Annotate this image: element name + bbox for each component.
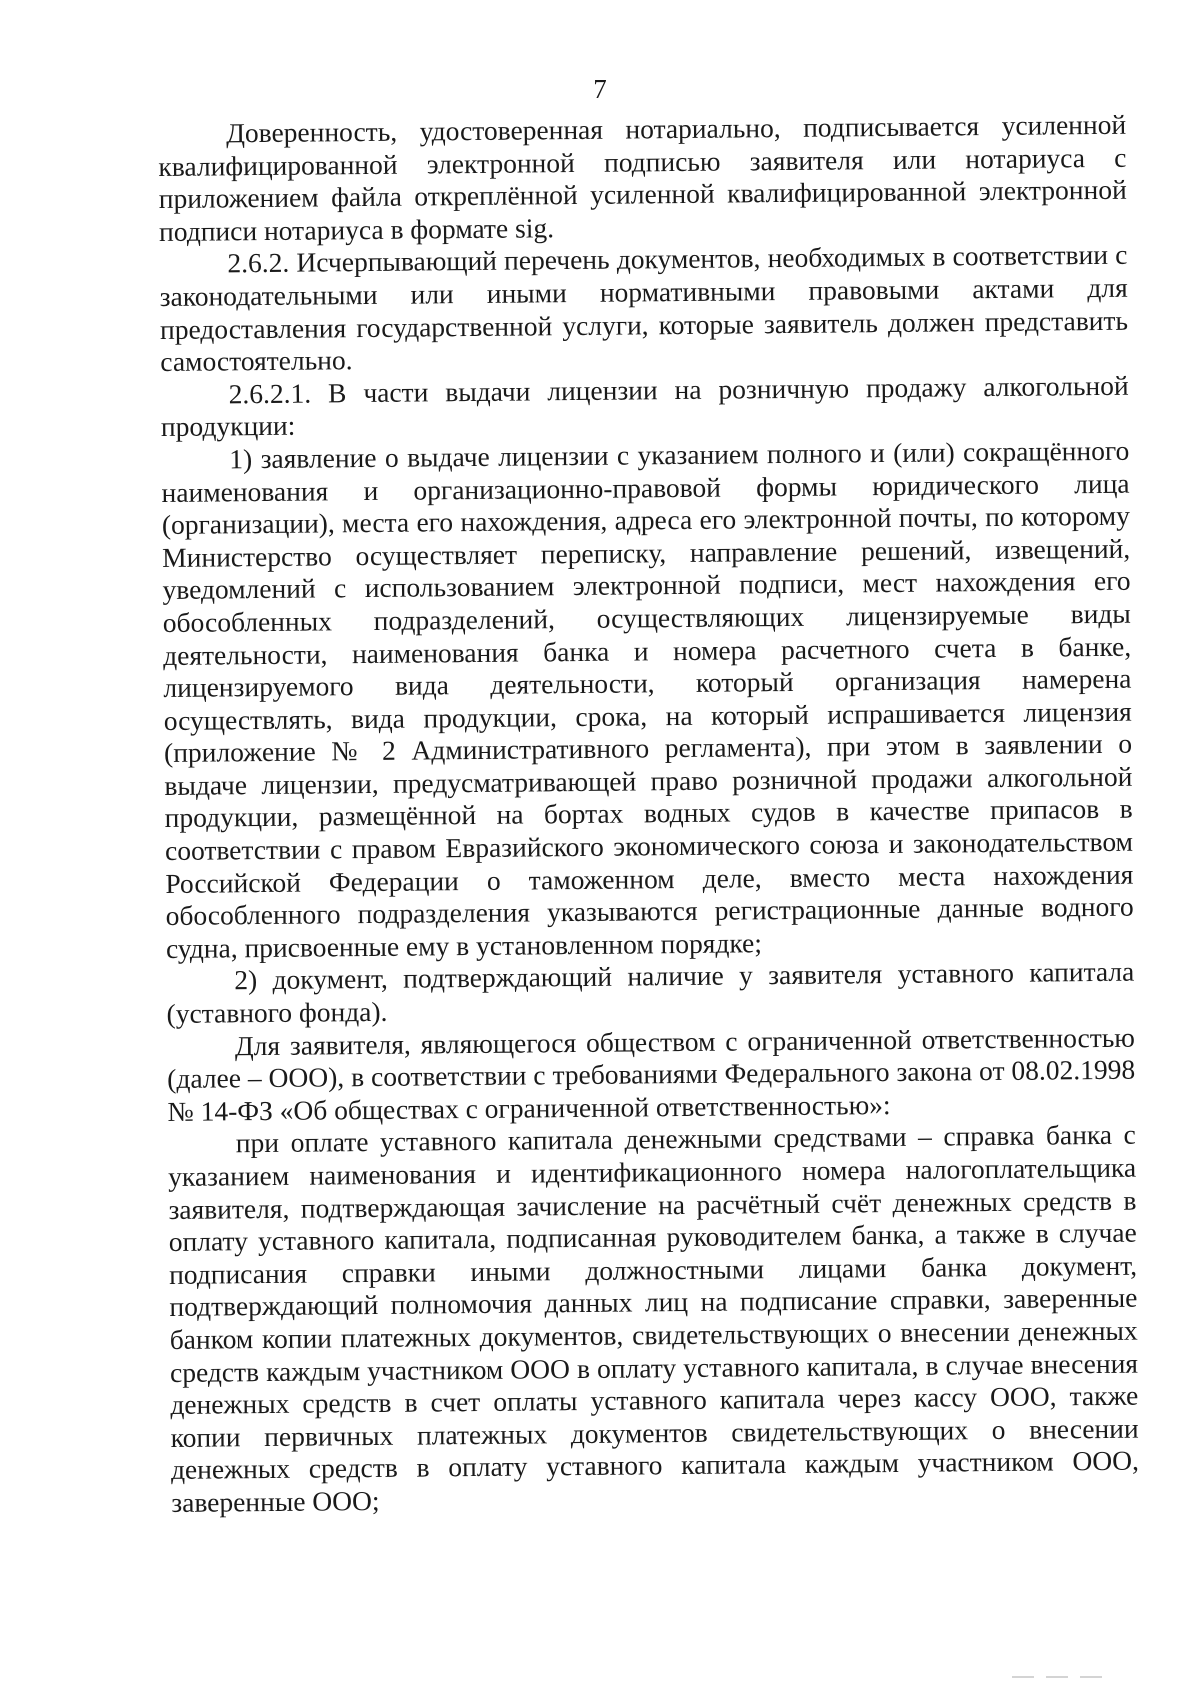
scan-artifact (1080, 1676, 1102, 1678)
page-number: 7 (593, 74, 607, 104)
paragraph-item-2-authorized-capital: 2) документ, подтверждающий наличие у заявителя уставного капитала (уставного фонда). (166, 956, 1135, 1029)
scan-artifact (1046, 1676, 1068, 1678)
paragraph-2-6-2-document-list: 2.6.2. Исчерпывающий перечень документов, необходимых в соответствии с законодательными или иными нормативными правовыми актами для предоставления государственной услуги, которые заявитель должен представить самостоятельно. (159, 239, 1129, 378)
scan-artifact (1012, 1676, 1034, 1678)
paragraph-item-1-license-application: 1) заявление о выдаче лицензии с указанием полного и (или) сокращённого наименования и организационно-правовой формы юридического лица (организации), места его нахождения, адреса его электронной почты, по которому Министерство осуществляет переписку, направление решений, извещений, уведомлений с использованием электронной подписи, мест нахождения его обособленных подразделений, осуществляющих лицензируемые виды деятельности, наименования банка и номера расчетного счета в банке, лицензируемого вида деятельности, который организация намерена осуществлять, вида продукции, срока, на который испрашивается лицензия (приложение № 2 Административного регламента), при этом в заявлении о выдаче лицензии, предусматривающей право розничной продажи алкогольной продукции, размещённой на бортах водных судов в качестве припасов в соответствии с правом Евразийского экономического союза и законодательством Российской Федерации о таможенном деле, вместо места нахождения обособленного подразделения указываются регистрационные данные водного судна, присвоенные ему в установленном порядке; (161, 434, 1134, 964)
document-body (158, 109, 1139, 1520)
paragraph-llc-applicant: Для заявителя, являющегося обществом с ограниченной ответственностью (далее – ООО), в соответствии с требованиями Федерального закона от 08.02.1998 № 14-ФЗ «Об обществах с ограниченной ответственностью»: (167, 1021, 1136, 1127)
paragraph-cash-payment-bank-certificate: при оплате уставного капитала денежными средствами – справка банка с указанием наименования и идентификационного номера налогоплательщика заявителя, подтверждающая зачисление на расчётный счёт денежных средств в оплату уставного капитала, подписанная руководителем банка, а также в случае подписания справки иными должностными лицами банка документ, подтверждающий полномочия данных лиц на подписание справки, заверенные банком копии платежных документов, свидетельствующих о внесении денежных средств каждым участником ООО в оплату уставного капитала, в случае внесения денежных средств в счет оплаты уставного капитала через кассу ООО, также копии первичных платежных документов свидетельствующих о внесении денежных средств в оплату уставного капитала каждым участником ООО, заверенные ООО; (168, 1119, 1140, 1518)
paragraph-notary-power-of-attorney: Доверенность, удостоверенная нотариально, подписывается усиленной квалифицированной электронной подписью заявителя или нотариуса с приложением файла откреплённой усиленной квалифицированной электронной подписи нотариуса в формате sig. (158, 108, 1127, 247)
paragraph-2-6-2-1-retail-license: 2.6.2.1. В части выдачи лицензии на розничную продажу алкогольной продукции: (160, 369, 1129, 443)
